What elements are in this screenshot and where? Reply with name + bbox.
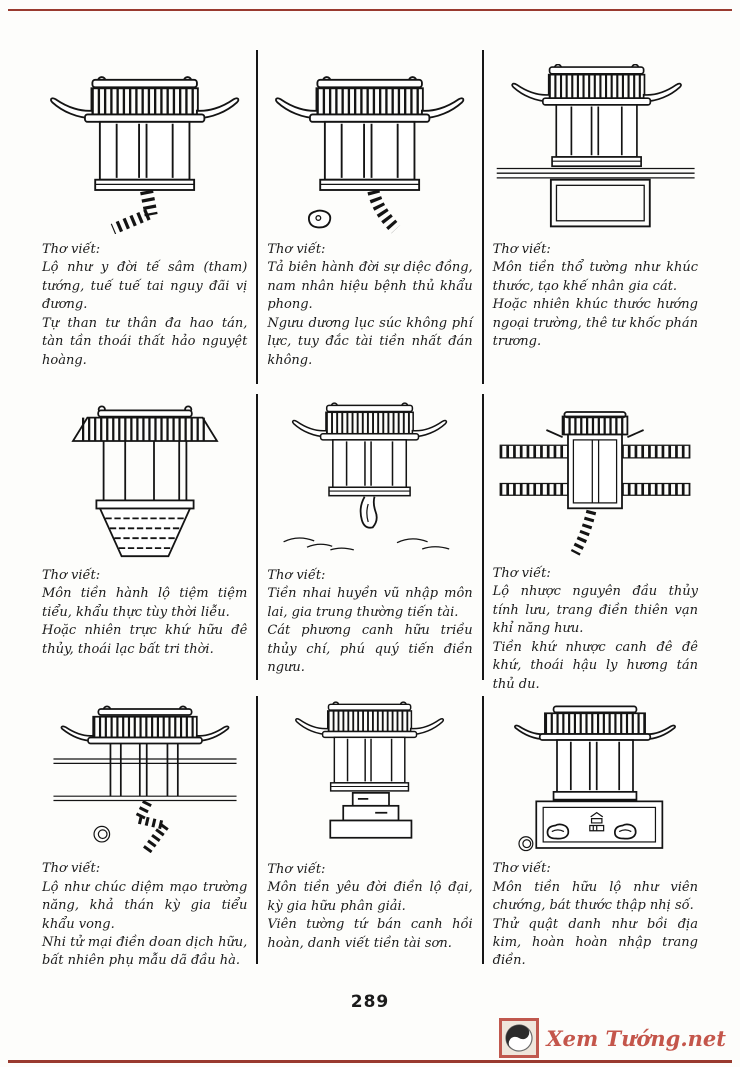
gate-drawing-icon xyxy=(496,394,694,558)
poem-label: Thơ viết: xyxy=(42,861,101,877)
poem-line: Môn tiền thổ tường như khúc thước, tạo khế nhân gia cát. xyxy=(492,260,698,294)
yin-yang-glyph xyxy=(504,1023,534,1053)
gate-drawing-icon xyxy=(271,396,469,560)
poem-line: Tả biên hành đời sự diệc đồng, nam nhân hiệu bệnh thủ khẩu phong. xyxy=(267,260,473,313)
poem-label: Thơ viết: xyxy=(267,862,326,877)
poem-line: Tiền nhai huyền vũ nhập môn lai, gia trung thường tiến tài. xyxy=(267,586,473,620)
poem-line: Lộ như y đời tế sâm (tham) tướng, tuế tuế tai nguy đãi vị đương. xyxy=(42,260,248,313)
poem-caption xyxy=(493,241,698,352)
grid-cell-2 xyxy=(256,50,483,384)
grid-cell-1 xyxy=(33,50,256,384)
poem-line: Ngưu dương lục súc không phí lực, tuy đắc tài tiền nhất đán không. xyxy=(267,315,473,368)
poem-caption xyxy=(42,567,247,659)
gate-diagram-narrowing-road xyxy=(42,394,247,560)
grid-cell-9 xyxy=(484,696,707,969)
poem-caption xyxy=(493,860,698,971)
poem-line: Lộ nhược nguyên đầu thủy tính lưu, trang điền thiên vạn khỉ năng hưu. xyxy=(492,584,698,637)
poem-label: Thơ viết: xyxy=(42,242,101,257)
gate-diagram-water-spring xyxy=(267,394,472,560)
gate-diagram-enclosure-below xyxy=(493,50,698,234)
gate-diagram-enclosure-seal-rocks xyxy=(493,696,698,853)
grid-cell-5 xyxy=(256,394,483,680)
poem-line: Môn tiền hành lộ tiệm tiệm tiểu, khẩu thực tùy thời liễu. xyxy=(42,586,248,620)
poem-label: Thơ viết: xyxy=(492,242,551,257)
poem-line: Hoặc nhiên khúc thước hướng ngoại trường, thê tư khốc phán trương. xyxy=(492,297,698,350)
poem-label: Thơ viết: xyxy=(267,568,326,583)
grid-cell-7 xyxy=(33,696,256,969)
grid-cell-4 xyxy=(33,394,256,680)
gate-diagram-road-bend-left xyxy=(42,50,247,234)
poem-caption xyxy=(42,241,247,370)
poem-caption xyxy=(493,565,698,694)
gate-drawing-icon xyxy=(500,696,690,853)
bottom-red-rule xyxy=(8,1060,732,1063)
grid-row-3 xyxy=(33,696,707,969)
poem-caption xyxy=(42,860,247,971)
page-grid xyxy=(33,50,707,969)
poem-line: Nhi tử mại điền doan dịch hữu, bất nhiên phụ mẫu dã đầu hà. xyxy=(42,934,248,969)
watermark-logo xyxy=(499,1018,726,1058)
poem-line: Thử quật danh như bồi địa kim, hoàn hoàn nhập trang điền. xyxy=(492,916,698,969)
poem-caption xyxy=(267,241,472,370)
gate-diagram-road-curve-right xyxy=(267,50,472,234)
gate-drawing-icon xyxy=(50,696,240,853)
poem-line: Hoặc nhiên trực khứ hữu đê thủy, thoái lạc bất tri thời. xyxy=(42,623,248,657)
gate-drawing-icon xyxy=(42,64,247,234)
poem-line: Môn tiền yêu đời điền lộ đại, kỳ gia hữu phân giải. xyxy=(267,880,473,914)
gate-drawing-icon xyxy=(267,64,472,234)
poem-line: Môn tiền hữu lộ như viên chướng, bát thước thập nhị số. xyxy=(492,879,698,914)
gate-diagram-two-roads xyxy=(493,394,698,558)
gate-diagram-tiered-platform xyxy=(267,696,472,854)
grid-cell-3 xyxy=(484,50,707,384)
grid-cell-6 xyxy=(484,394,707,692)
poem-label: Thơ viết: xyxy=(42,568,101,583)
poem-line: Lộ như chúc diệm mạo trường năng, khả thán kỳ gia tiểu khẩu vong. xyxy=(42,879,248,932)
poem-caption xyxy=(267,567,472,678)
poem-line: Cát phương canh hữu triều thủy chí, phú quý tiến điền ngưu. xyxy=(267,623,473,676)
poem-line: Tự than tư thân đa hao tán, tàn tần thoái thất hảo nguyệt hoàng. xyxy=(42,315,248,368)
poem-line: Viên tường tứ bán canh hồi hoàn, danh viết tiền tài sơn. xyxy=(267,917,473,951)
page-number: 289 xyxy=(350,992,390,1012)
gate-diagram-zigzag-road xyxy=(42,696,247,853)
poem-label: Thơ viết: xyxy=(267,242,326,257)
gate-drawing-icon xyxy=(275,697,465,854)
grid-cell-8 xyxy=(256,696,483,964)
grid-row-1 xyxy=(33,50,707,384)
poem-line: Tiền khứ nhược canh đê đê khứ, thoái hậu ly hương tán thủ du. xyxy=(492,639,698,692)
gate-drawing-icon xyxy=(46,396,244,560)
watermark-text: Xem Tướng.net xyxy=(546,1025,726,1051)
gate-drawing-icon xyxy=(493,64,698,234)
yin-yang-icon xyxy=(499,1018,539,1058)
poem-label: Thơ viết: xyxy=(492,861,551,877)
poem-caption xyxy=(267,861,472,953)
grid-row-2 xyxy=(33,394,707,692)
top-red-rule xyxy=(8,9,732,11)
poem-label: Thơ viết: xyxy=(492,565,551,581)
